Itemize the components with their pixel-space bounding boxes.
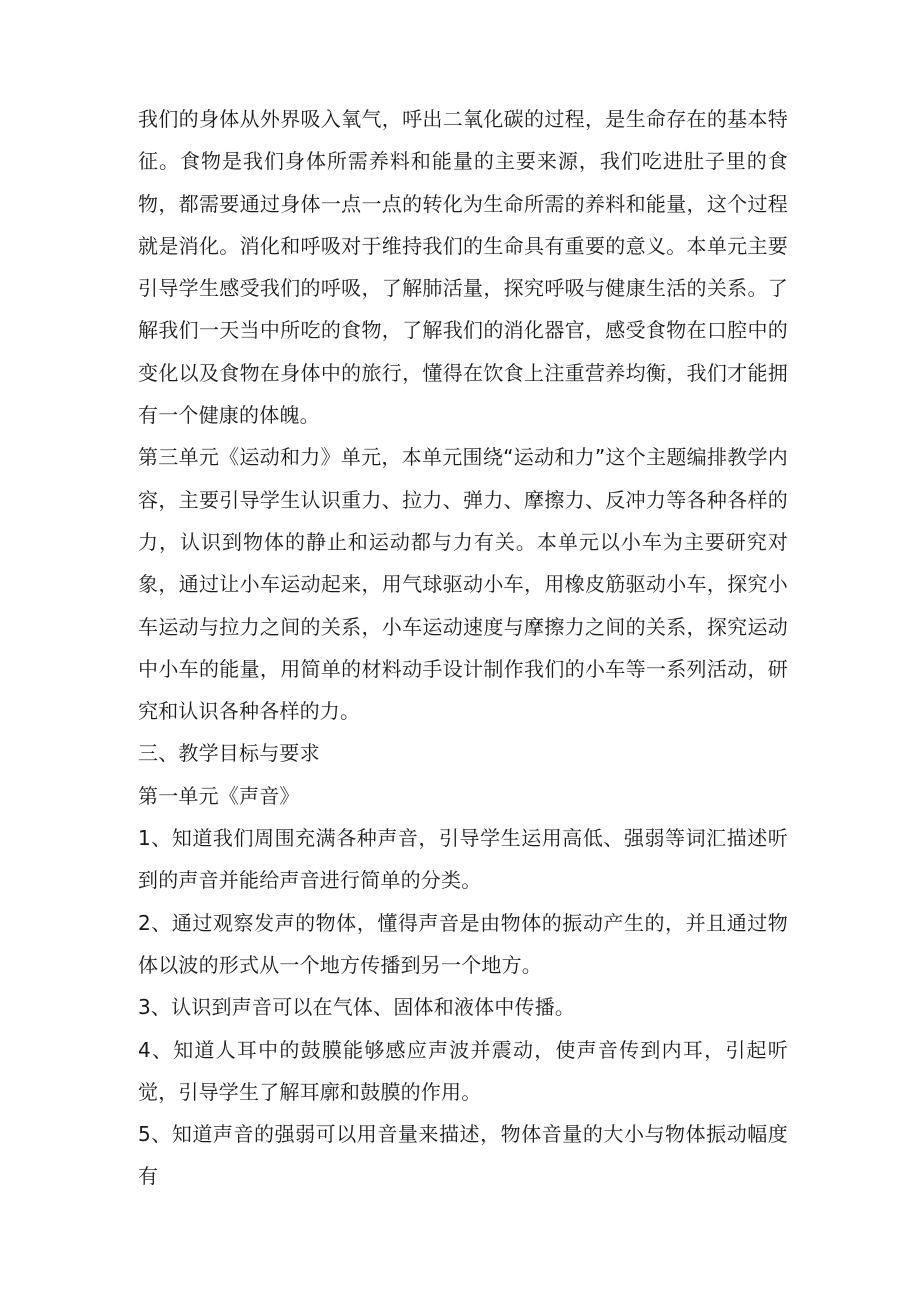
unit-heading-sound: 第一单元《声音》 (138, 783, 300, 808)
list-item-objective-1: 1、知道我们周围充满各种声音，引导学生运用高低、强弱等词汇描述听到的声音并能给声音进行简单的分类。 (138, 826, 788, 893)
section-heading-objectives: 三、教学目标与要求 (138, 741, 320, 766)
paragraph-respiration-digestion: 我们的身体从外界吸入氧气，呼出二氧化碳的过程，是生命存在的基本特征。食物是我们身体所需养料和能量的主要来源，我们吃进肚子里的食物，都需要通过身体一点一点的转化为生命所需的养料和能量，这个过程就是消化。消化和呼吸对于维持我们的生命具有重要的意义。本单元主要引导学生感受我们的呼吸，了解肺活量，探究呼吸与健康生活的关系。了解我们一天当中所吃的食物，了解我们的消化器官，感受食物在口腔中的变化以及食物在身体中的旅行，懂得在饮食上注重营养均衡，我们才能拥有一个健康的体魄。 (138, 107, 788, 428)
list-item-objective-5: 5、知道声音的强弱可以用音量来描述，物体音量的大小与物体振动幅度有 (138, 1122, 788, 1189)
list-item-objective-2: 2、通过观察发声的物体，懂得声音是由物体的振动产生的，并且通过物体以波的形式从一个地方传播到另一个地方。 (138, 910, 788, 977)
paragraph-unit-three-motion-force: 第三单元《运动和力》单元，本单元围绕“运动和力”这个主题编排教学内容，主要引导学生认识重力、拉力、弹力、摩擦力、反冲力等各种各样的力，认识到物体的静止和运动都与力有关。本单元以小车为主要研究对象，通过让小车运动起来，用气球驱动小车，用橡皮筋驱动小车，探究小车运动与拉力之间的关系，小车运动速度与摩擦力之间的关系，探究运动中小车的能量，用简单的材料动手设计制作我们的小车等一系列活动，研究和认识各种各样的力。 (138, 445, 788, 724)
list-item-objective-3: 3、认识到声音可以在气体、固体和液体中传播。 (138, 995, 576, 1020)
document-body (138, 98, 788, 1198)
list-item-objective-4: 4、知道人耳中的鼓膜能够感应声波并震动，使声音传到内耳，引起听觉，引导学生了解耳廓和鼓膜的作用。 (138, 1037, 788, 1104)
